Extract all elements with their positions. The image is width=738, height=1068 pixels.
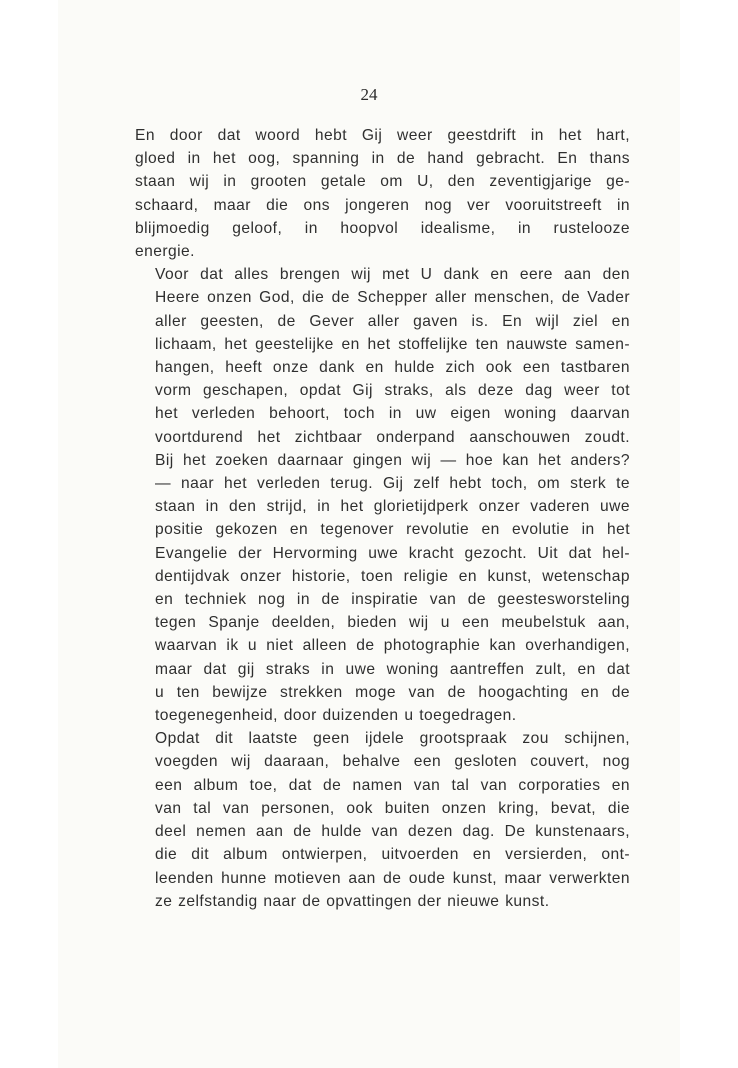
text-line: vorm geschapen, opdat Gij straks, als deze dag weer tot xyxy=(155,382,630,400)
text-line: energie. xyxy=(135,243,195,261)
paragraph-2 xyxy=(135,263,630,727)
text-line: gloed in het oog, spanning in de hand gebracht. En thans xyxy=(135,150,630,168)
text-line: blijmoedig geloof, in hoopvol idealisme, in rustelooze xyxy=(135,219,630,237)
text-line: lichaam, het geestelijke en het stoffelijke ten nauwste samen- xyxy=(155,335,630,353)
text-line: Opdat dit laatste geen ijdele grootspraak zou schijnen, xyxy=(155,730,630,748)
body-text xyxy=(135,124,630,913)
scan-left-margin xyxy=(0,0,58,1068)
text-line: schaard, maar die ons jongeren nog ver vooruitstreeft in xyxy=(135,196,630,214)
text-line: waarvan ik u niet alleen de photographie kan overhandigen, xyxy=(155,637,630,655)
text-line: Voor dat alles brengen wij met U dank en eere aan den xyxy=(155,266,630,284)
text-line: het verleden behoort, toch in uw eigen woning daarvan xyxy=(155,405,630,423)
text-line: En door dat woord hebt Gij weer geestdrift in het hart, xyxy=(135,127,630,144)
text-line: aller geesten, de Gever aller gaven is. En wijl ziel en xyxy=(155,312,630,330)
text-line: voegden wij daaraan, behalve een gesloten couvert, nog xyxy=(155,753,630,771)
text-line: — naar het verleden terug. Gij zelf hebt toch, om sterk te xyxy=(155,475,630,493)
text-line: ze zelfstandig naar de opvattingen der nieuwe kunst. xyxy=(155,892,550,910)
text-line: een album toe, dat de namen van tal van corporaties en xyxy=(155,776,630,794)
paragraph-3 xyxy=(135,727,630,913)
text-line: deel nemen aan de hulde van dezen dag. De kunstenaars, xyxy=(155,823,630,841)
text-line: Bij het zoeken daarnaar gingen wij — hoe kan het anders? xyxy=(155,451,630,469)
text-line: positie gekozen en tegenover revolutie en evolutie in het xyxy=(155,521,630,539)
text-line: u ten bewijze strekken moge van de hoogachting en de xyxy=(155,683,630,701)
text-line: staan in den strijd, in het glorietijdperk onzer vaderen uwe xyxy=(155,498,630,516)
paragraph-1 xyxy=(135,124,630,263)
text-line: die dit album ontwierpen, uitvoerden en versierden, ont- xyxy=(155,846,630,864)
text-line: staan wij in grooten getale om U, den zeventigjarige ge- xyxy=(135,173,630,191)
book-page xyxy=(58,0,680,1068)
text-line: maar dat gij straks in uwe woning aantreffen zult, en dat xyxy=(155,660,630,678)
text-line: tegen Spanje deelden, bieden wij u een meubelstuk aan, xyxy=(155,614,630,632)
text-line: hangen, heeft onze dank en hulde zich ook een tastbaren xyxy=(155,359,630,377)
page-number: 24 xyxy=(360,85,378,104)
text-line: Heere onzen God, die de Schepper aller menschen, de Vader xyxy=(155,289,630,307)
text-line: van tal van personen, ook buiten onzen kring, bevat, die xyxy=(155,799,630,817)
text-line: dentijdvak onzer historie, toen religie en kunst, wetenschap xyxy=(155,567,630,585)
scan-right-margin xyxy=(680,0,738,1068)
text-line: toegenegenheid, door duizenden u toegedragen. xyxy=(155,707,517,725)
text-line: Evangelie der Hervorming uwe kracht gezocht. Uit dat hel- xyxy=(155,544,630,562)
text-line: leenden hunne motieven aan de oude kunst, maar verwerkten xyxy=(155,869,630,887)
text-line: voortdurend het zichtbaar onderpand aanschouwen zoudt. xyxy=(155,428,630,446)
text-line: en techniek nog in de inspiratie van de geestesworsteling xyxy=(155,591,630,609)
